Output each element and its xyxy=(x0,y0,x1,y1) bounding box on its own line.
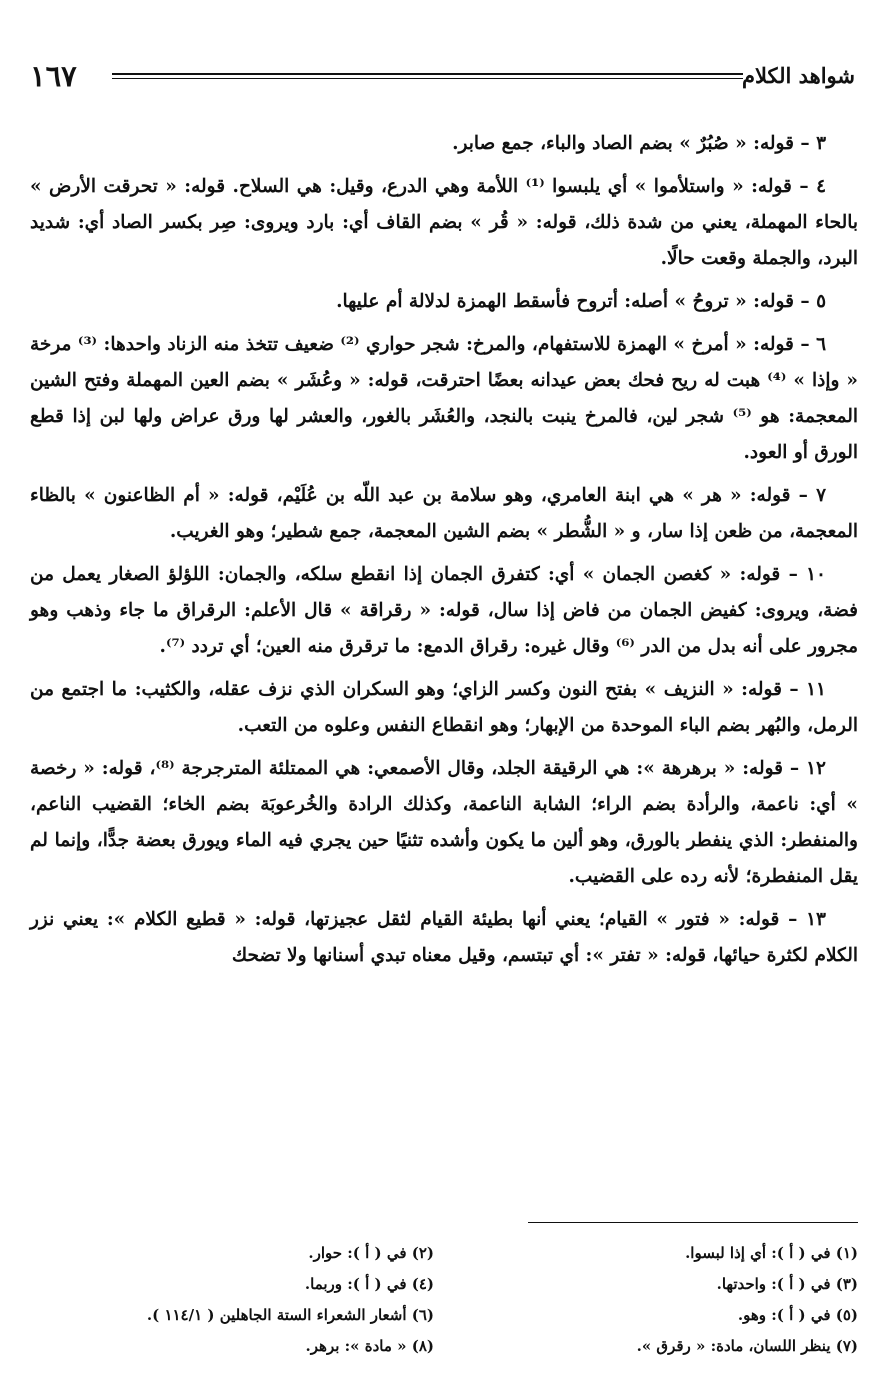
paragraph-6: ٦ – قوله: « أمرخ » الهمزة للاستفهام، والمرخ: شجر حواري ⁽²⁾ ضعيف تتخذ منه الزناد واحدها: ⁽³⁾ مرخة « وإذا » ⁽⁴⁾ هبت له ريح فحك بعض عيدانه بعضًا احترقت، قوله: « وعُشَر » بضم العين المهملة وفتح الشين المعجمة: هو ⁽⁵⁾ شجر لين، فالمرخ ينبت بالنجد، والعُشَر بالغور، والعشر لها ورق عراض ولها لبن إذا قطع الورق أو العود. xyxy=(30,334,858,463)
footnote-8: (٨) « مادة »: برهر. xyxy=(305,1337,434,1355)
footnote-5: (٥) في ( أ ): وهو. xyxy=(737,1306,858,1324)
footnote-separator xyxy=(528,1222,858,1223)
header-rule xyxy=(112,73,743,79)
footnote-6: (٦) أشعار الشعراء الستة الجاهلين ( ١١٤/١ ). xyxy=(146,1306,434,1324)
page-number: ١٦٧ xyxy=(30,59,77,93)
paragraph-3: ٣ – قوله: « صُبُرٌ » بضم الصاد والباء، جمع صابر. xyxy=(452,133,826,154)
paragraph-4: ٤ – قوله: « واستلأموا » أي يلبسوا ⁽¹⁾ اللأمة وهي الدرع، وقيل: هي السلاح. قوله: « تحرقت الأرض » بالحاء المهملة، يعني من شدة ذلك، قوله: « قُر » بضم القاف أي: بارد ويروى: صِر بكسر الصاد أي: شديد البرد، والجملة وقعت حالًا. xyxy=(30,176,858,269)
paragraph-13: ١٣ – قوله: « فتور » القيام؛ يعني أنها بطيئة القيام لثقل عجيزتها، قوله: « قطيع الكلام »: يعني نزر الكلام لكثرة حيائها، قوله: « تفتر »: أي تبتسم، وقيل معناه تبدي أسنانها ولا تضحك xyxy=(30,909,858,966)
page-header xyxy=(30,58,855,98)
paragraph-7: ٧ – قوله: « هر » هي ابنة العامري، وهو سلامة بن عبد اللّه بن عُلَيْم، قوله: « أم الظاعنون » بالظاء المعجمة، من ظعن إذا سار، و « الشُّطر » بضم الشين المعجمة، جمع شطير؛ وهو الغريب. xyxy=(30,485,858,542)
footnote-1: (١) في ( أ ): أي إذا لبسوا. xyxy=(685,1244,858,1262)
paragraph-12: ١٢ – قوله: « برهرهة »: هي الرقيقة الجلد، وقال الأصمعي: هي الممتلئة المترجرجة ⁽⁸⁾، قوله: « رخصة » أي: ناعمة، والرأدة بضم الراء؛ الشابة الناعمة، وكذلك الرادة والخُرعوبَة بضم الخاء؛ القضيب الناعم، والمنفطر: الذي ينفطر بالورق، وهو ألين ما يكون وأشده تثنيًا حين يجري فيه الماء ويورق بعضة جدًّا، وإنما لم يقل المنفطرة؛ لأنه رده على القضيب. xyxy=(30,758,858,887)
paragraph-10: ١٠ – قوله: « كغصن الجمان » أي: كتفرق الجمان إذا انقطع سلكه، والجمان: اللؤلؤ الصغار يعمل من فضة، ويروى: كفيض الجمان من فاض إذا سال، قوله: « رقراقة » قال الأعلم: الرقراق ما جاء وذهب وهو مجرور على أنه بدل من الدر ⁽⁶⁾ وقال غيره: رقراق الدمع: ما ترقرق منه العين؛ أي تردد ⁽⁷⁾. xyxy=(30,564,858,657)
footnote-7: (٧) ينظر اللسان، مادة: « رقرق ». xyxy=(636,1337,858,1355)
main-text xyxy=(30,126,858,981)
paragraph-5: ٥ – قوله: « تروحُ » أصله: أتروح فأسقط الهمزة لدلالة أم عليها. xyxy=(336,291,826,312)
footnote-4: (٤) في ( أ ): وربما. xyxy=(304,1275,434,1293)
running-title: شواهد الكلام xyxy=(741,63,855,88)
footnotes xyxy=(30,1238,858,1362)
paragraph-11: ١١ – قوله: « النزيف » بفتح النون وكسر الزاي؛ وهو السكران الذي نزف عقله، والكثيب: ما اجتمع من الرمل، والبُهر بضم الباء الموحدة من الإبهار؛ وهو انقطاع النفس وعلوه من التعب. xyxy=(30,679,858,736)
footnote-2: (٢) في ( أ ): حوار. xyxy=(308,1244,434,1262)
footnote-3: (٣) في ( أ ): واحدتها. xyxy=(716,1275,858,1293)
